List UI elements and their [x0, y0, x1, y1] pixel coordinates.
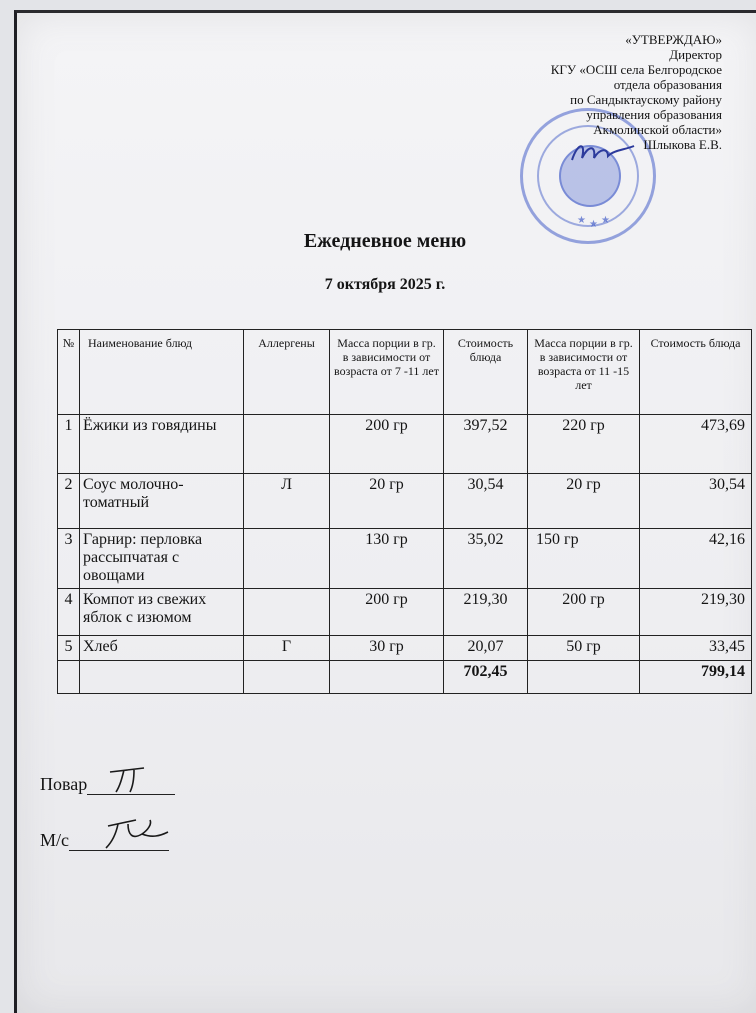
cell-empty	[80, 661, 244, 694]
cell-portion-11-15: 20 гр	[528, 474, 640, 529]
cell-portion-7-11: 20 гр	[330, 474, 444, 529]
cell-allergens: Л	[244, 474, 330, 529]
cell-dish: Гарнир: перловка рассыпчатая с овощами	[80, 529, 244, 589]
cell-allergens	[244, 529, 330, 589]
total-cost-11-15: 799,14	[640, 661, 752, 694]
cell-allergens: Г	[244, 636, 330, 661]
approval-line: Директор	[669, 47, 722, 62]
cell-number: 3	[58, 529, 80, 589]
stamp-star-icon: ★	[589, 219, 598, 230]
stamp-star-icon: ★	[601, 215, 610, 226]
col-header-number: №	[58, 330, 80, 415]
cell-portion-7-11: 30 гр	[330, 636, 444, 661]
cell-empty	[330, 661, 444, 694]
col-header-cost-11-15: Стоимость блюда	[640, 330, 752, 415]
cell-portion-11-15: 200 гр	[528, 589, 640, 636]
cell-allergens	[244, 415, 330, 474]
approval-block	[422, 32, 722, 152]
menu-date: 7 октября 2025 г.	[324, 276, 446, 293]
col-header-portion-7-11: Масса порции в гр. в зависимости от возраста от 7 -11 лет	[330, 330, 444, 415]
table-row	[58, 474, 752, 529]
cook-label: Повар	[40, 774, 88, 794]
approval-line: по Сандыктаускому району	[570, 92, 722, 107]
cell-dish: Соус молочно-томатный	[80, 474, 244, 529]
cell-cost-7-11: 397,52	[444, 415, 528, 474]
approval-line: управления образования	[586, 107, 722, 122]
cell-portion-7-11: 200 гр	[330, 415, 444, 474]
cell-cost-11-15: 33,45	[640, 636, 752, 661]
cell-cost-7-11: 219,30	[444, 589, 528, 636]
cell-portion-11-15: 50 гр	[528, 636, 640, 661]
page-title: Ежедневное меню	[303, 230, 467, 252]
cell-number: 5	[58, 636, 80, 661]
cell-allergens	[244, 589, 330, 636]
table-row	[58, 529, 752, 589]
cell-dish: Хлеб	[80, 636, 244, 661]
cell-empty	[58, 661, 80, 694]
cell-number: 2	[58, 474, 80, 529]
cell-number: 4	[58, 589, 80, 636]
cell-portion-7-11: 200 гр	[330, 589, 444, 636]
cell-cost-11-15: 473,69	[640, 415, 752, 474]
cook-signature	[104, 762, 154, 796]
cell-dish: Ёжики из говядины	[80, 415, 244, 474]
cell-portion-7-11: 130 гр	[330, 529, 444, 589]
approval-line: Шлыкова Е.В.	[643, 137, 722, 152]
approval-line: отдела образования	[613, 77, 722, 92]
approval-line: «УТВЕРЖДАЮ»	[625, 32, 722, 47]
col-header-portion-11-15: Масса порции в гр. в зависимости от возраста от 11 -15 лет	[528, 330, 640, 415]
cell-cost-7-11: 30,54	[444, 474, 528, 529]
approval-line: КГУ «ОСШ села Белгородское	[550, 62, 722, 77]
director-signature	[568, 138, 638, 168]
cell-cost-7-11: 35,02	[444, 529, 528, 589]
stamp-star-icon: ★	[577, 215, 586, 226]
cell-dish: Компот из свежих яблок с изюмом	[80, 589, 244, 636]
menu-table	[57, 329, 752, 694]
cell-number: 1	[58, 415, 80, 474]
total-cost-7-11: 702,45	[444, 661, 528, 694]
cell-empty	[528, 661, 640, 694]
table-row	[58, 636, 752, 661]
approval-line: Акмолинской области»	[593, 122, 722, 137]
col-header-cost-7-11: Стоимость блюда	[444, 330, 528, 415]
cell-cost-11-15: 42,16	[640, 529, 752, 589]
nurse-signature	[102, 814, 172, 854]
col-header-allergens: Аллергены	[244, 330, 330, 415]
col-header-dish: Наименование блюд	[80, 330, 244, 415]
cell-cost-11-15: 219,30	[640, 589, 752, 636]
table-row	[58, 415, 752, 474]
cell-portion-11-15: 150 гр	[528, 529, 640, 589]
cell-cost-11-15: 30,54	[640, 474, 752, 529]
table-total-row	[58, 661, 752, 694]
cell-portion-11-15: 220 гр	[528, 415, 640, 474]
table-row	[58, 589, 752, 636]
cell-cost-7-11: 20,07	[444, 636, 528, 661]
nurse-label: М/с	[40, 830, 69, 850]
cell-empty	[244, 661, 330, 694]
table-header-row	[58, 330, 752, 415]
